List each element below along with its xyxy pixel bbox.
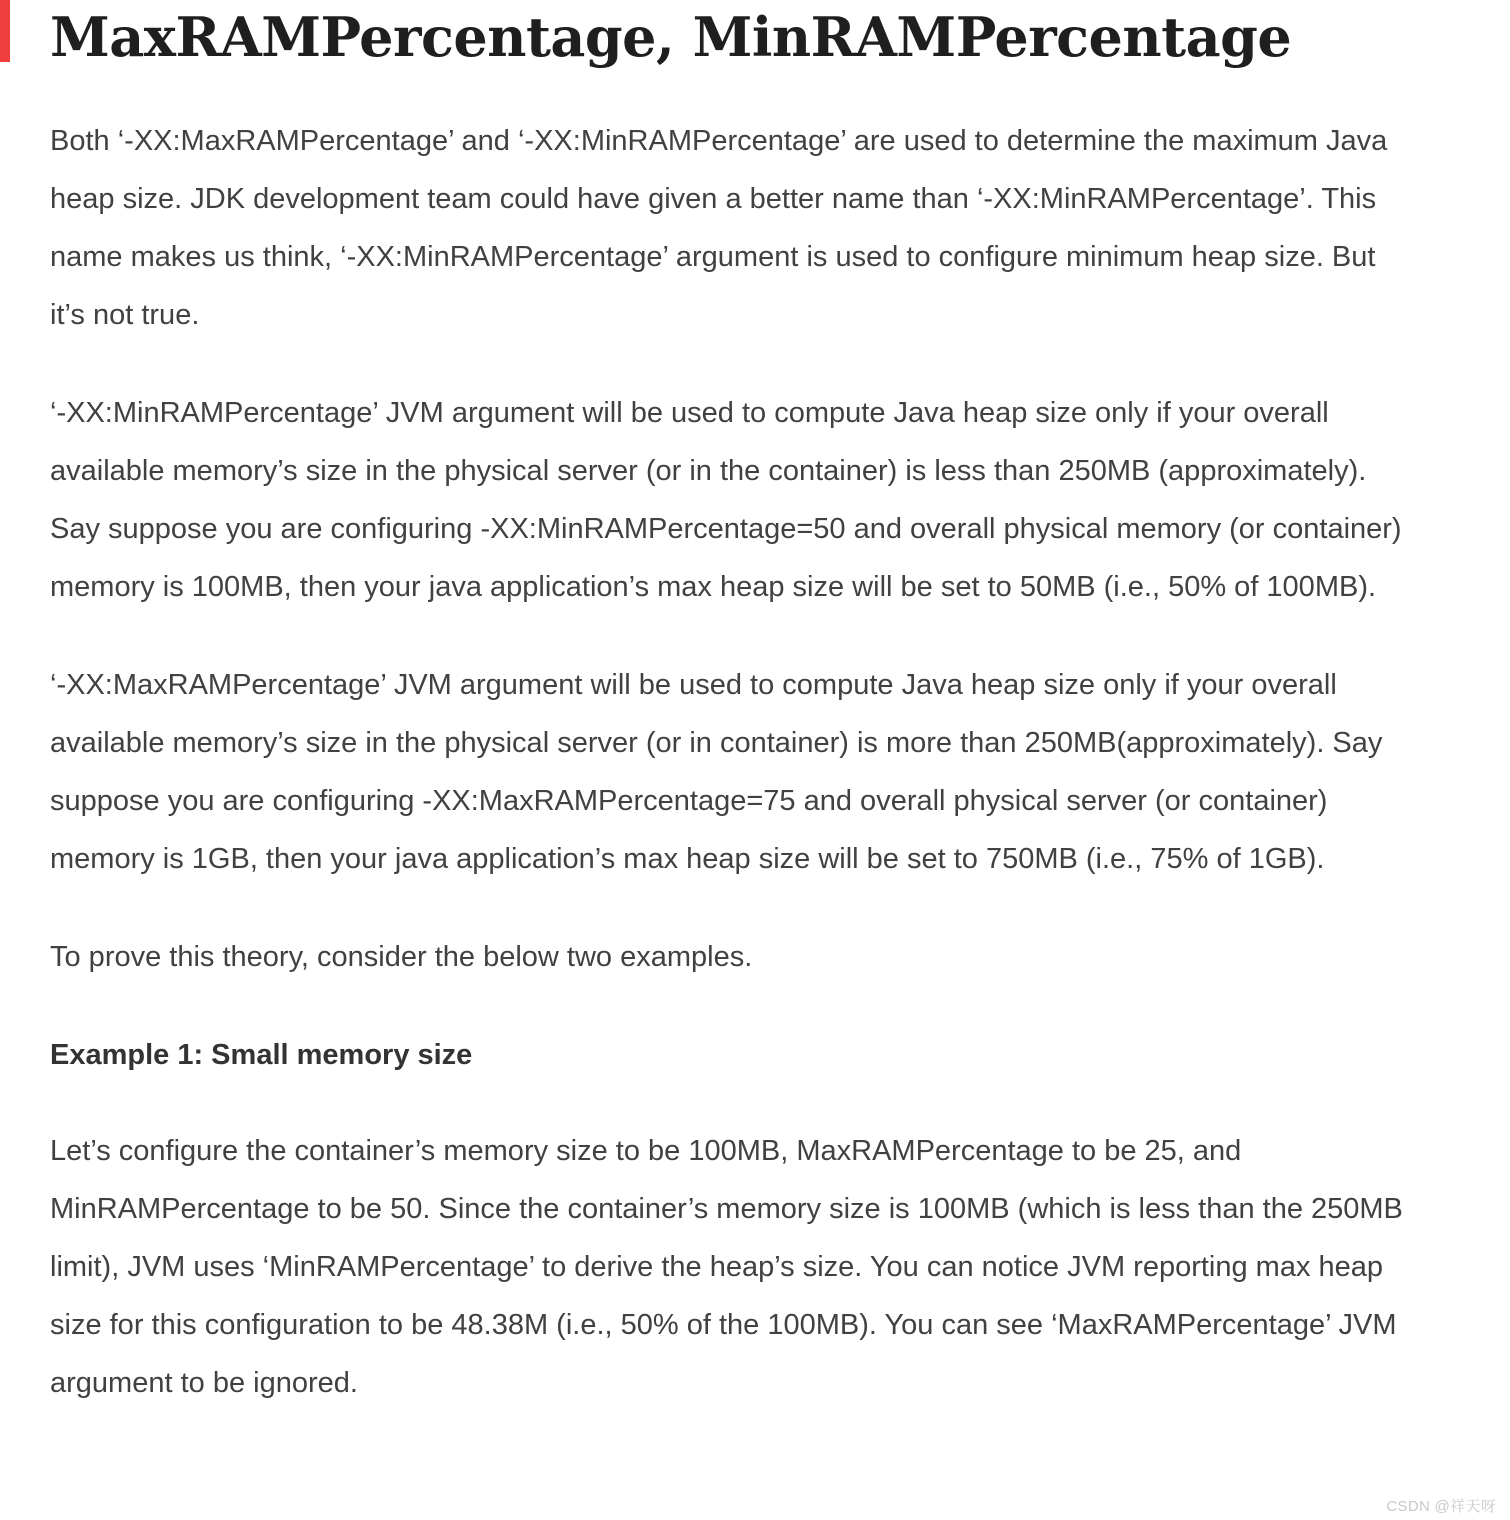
page-title: MaxRAMPercentage, MinRAMPercentage: [50, 5, 1292, 69]
paragraph-max-ram: ‘-XX:MaxRAMPercentage’ JVM argument will be used to compute Java heap size only if your overall available memory’s size in the physical server (or in container) is more than 250MB(approximately). Say suppose you are configuring -XX:MaxRAMPercentage=75 and overall physical server (or container) memory is 1GB, then your java application’s max heap size will be set to 750MB (i.e., 75% of 1GB).: [50, 669, 1383, 876]
article: [50, 6, 1410, 1452]
paragraph-intro: Both ‘-XX:MaxRAMPercentage’ and ‘-XX:MinRAMPercentage’ are used to determine the maximum Java heap size. JDK development team could have given a better name than ‘-XX:MinRAMPercentage’. This name makes us think, ‘-XX:MinRAMPercentage’ argument is used to configure minimum heap size. But it’s not true.: [50, 125, 1388, 332]
paragraph-theory: To prove this theory, consider the below two examples.: [50, 941, 753, 974]
red-marker: [0, 0, 10, 62]
paragraph-example-1: Let’s configure the container’s memory size to be 100MB, MaxRAMPercentage to be 25, and MinRAMPercentage to be 50. Since the container’s memory size is 100MB (which is less than the 250MB limit), JVM uses ‘MinRAMPercentage’ to derive the heap’s size. You can notice JVM reporting max heap size for this configuration to be 48.38M (i.e., 50% of the 100MB). You can see ‘MaxRAMPercentage’ JVM argument to be ignored.: [50, 1135, 1403, 1400]
paragraph-min-ram: ‘-XX:MinRAMPercentage’ JVM argument will be used to compute Java heap size only if your overall available memory’s size in the physical server (or in the container) is less than 250MB (approximately). Say suppose you are configuring -XX:MinRAMPercentage=50 and overall physical memory (or container) memory is 100MB, then your java application’s max heap size will be set to 50MB (i.e., 50% of 100MB).: [50, 397, 1402, 604]
example-1-heading: Example 1: Small memory size: [50, 1039, 473, 1072]
watermark: CSDN @祥天呀: [1386, 1498, 1496, 1515]
